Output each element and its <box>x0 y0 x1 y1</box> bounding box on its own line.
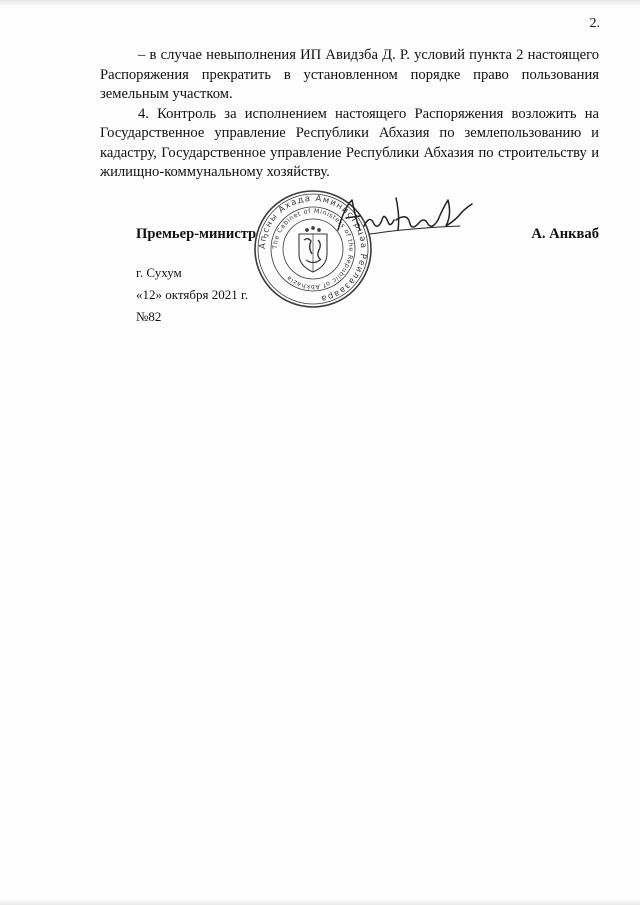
body-text <box>100 46 599 183</box>
signer-title: Премьер-министр <box>136 226 257 242</box>
scan-edge-bottom <box>0 899 640 905</box>
paragraph-control-clause: 4. Контроль за исполнением настоящего Распоряжения возложить на Государственное управление Республики Абхазия по землепользованию и кадастру, Государственное управление Республики Абхазия по строительству и жилищно-коммунальному хозяйству. <box>100 105 599 180</box>
document-number: №82 <box>136 309 162 324</box>
paragraph-termination-clause: – в случае невыполнения ИП Авидзба Д. Р. условий пункта 2 настоящего Распоряжения прекратить в установленном порядке право пользования земельным участком. <box>100 47 599 102</box>
document-date: «12» октября 2021 г. <box>136 287 249 302</box>
seal-inner-text: The Cabinet of Ministers of the Republic of Abkhazia <box>271 207 355 291</box>
city: г. Сухум <box>136 265 182 280</box>
place-date-block <box>136 262 248 328</box>
seal-outer-text: Аҧсны Ахада Аминистрцәа Реилазаара <box>257 193 369 304</box>
scan-edge-top <box>0 0 640 6</box>
page-number: 2. <box>589 16 600 31</box>
signer-name: А. Анкваб <box>531 226 599 242</box>
coat-of-arms-icon <box>299 227 327 272</box>
handwritten-signature <box>330 190 480 240</box>
